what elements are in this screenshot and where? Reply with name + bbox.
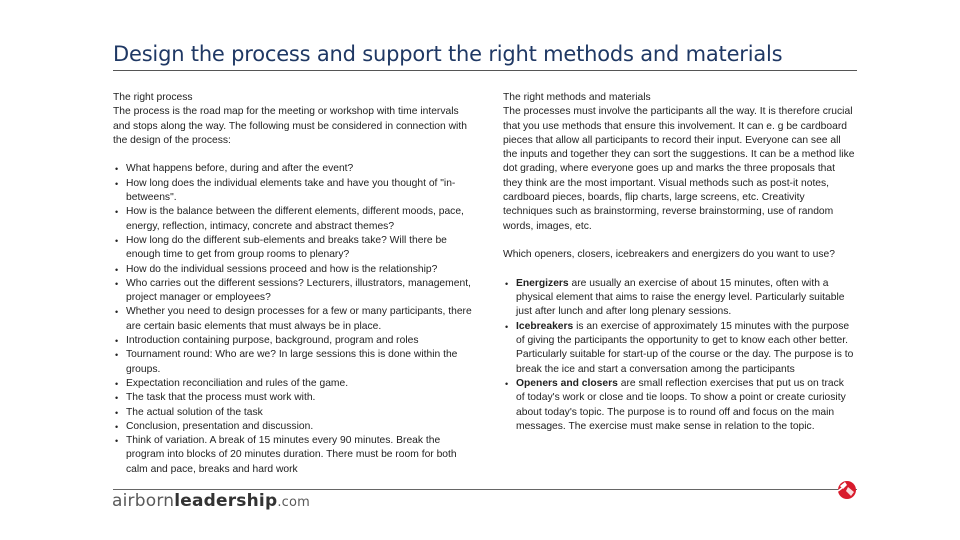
list-item: • Tournament round: Who are we? In large sessions this is done within the groups. [115,349,458,375]
term-energizers: Energizers [516,277,569,289]
bullet-icon: • [115,407,119,418]
list-item: • Introduction containing purpose, background, program and roles [113,334,475,348]
page-title: Design the process and support the right methods and materials [113,42,783,66]
list-item: • Icebreakers is an exercise of approximately 15 minutes with the purpose of giving the participants the opportunity to get to know each other better. Particularly suitable for start-up of the course or the day. The purpose is to break the ice and start a conversation among the participants [505,320,854,375]
list-item: • What happens before, during and after the event? [113,162,475,176]
footer-divider [113,489,857,490]
bullet-icon: • [115,378,119,389]
bullet-icon: • [115,278,119,289]
bullet-icon: • [115,336,119,347]
bullet-icon: • [115,178,119,189]
bullet-icon: • [115,164,119,175]
list-item: • Whether you need to design processes for a few or many participants, there are certain basic elements that must always be in place. [115,306,472,332]
right-bullet-list [503,277,855,434]
bullet-icon: • [115,393,119,404]
list-item: • The actual solution of the task [113,406,475,420]
left-heading: The right process [113,92,193,103]
right-question: Which openers, closers, icebreakers and energizers do you want to use? [503,249,835,261]
bullet-icon: • [115,307,119,318]
list-item: • How long does the individual elements take and have you thought of "in-betweens". [115,177,456,204]
list-item: • How is the balance between the different elements, different moods, pace, energy, reflection, intimacy, concrete and abstract themes? [115,206,464,232]
list-item: • How long do the different sub-elements and breaks take? Will there be enough time to get from group rooms to plenary? [115,234,447,261]
list-item: • Think of variation. A break of 15 minutes every 90 minutes. Break the program into blocks of 20 minutes duration. There must be room for both calm and pace, breaks and hard work [115,435,457,475]
right-column [503,91,855,434]
list-item: • How do the individual sessions proceed and how is the relationship? [113,263,475,277]
bullet-icon: • [115,350,119,361]
list-item: • Openers and closers are small reflection exercises that put us on track of today's work or close and tie loops. To show a point or create curiosity about today's topic. The purpose is to round off and focus on the main messages. The exercise must make sense in relation to the topic. [505,377,846,432]
title-divider [113,70,857,71]
bullet-icon: • [505,278,509,289]
bullet-icon: • [505,321,509,332]
list-item: • Expectation reconciliation and rules of the game. [113,377,475,391]
right-heading: The right methods and materials [503,92,651,103]
list-item: • Conclusion, presentation and discussion. [113,420,475,434]
list-item: • Energizers are usually an exercise of about 15 minutes, often with a physical element that aims to raise the energy level. Particularly suitable just after lunch and after long plenary sessions. [505,277,845,318]
term-openers-closers: Openers and closers [516,377,618,389]
left-column [113,91,475,477]
bullet-icon: • [115,421,119,432]
bullet-icon: • [115,264,119,275]
hand-badge-icon [834,477,860,503]
bullet-icon: • [505,378,509,389]
list-item: • Who carries out the different sessions? Lecturers, illustrators, management, project manager or employees? [115,277,471,304]
left-intro: The process is the road map for the meeting or workshop with time intervals and stops along the way. The following must be considered in connection with the design of the process: [113,106,467,146]
bullet-icon: • [115,207,119,218]
company-logo: airbornleadership.com [112,491,311,511]
left-bullet-list [113,162,475,477]
term-icebreakers: Icebreakers [516,320,574,332]
bullet-icon: • [115,235,119,246]
right-intro: The processes must involve the participants all the way. It is therefore crucial that you use methods that ensure this involvement. It can e. g be cardboard pieces that allow all participants to record their input. Everyone can see all the inputs and together they can sort the suggestions. It can be a method like dot grading, where everyone goes up and marks the three proposals that they think are the most important. Visual methods such as post-it notes, cardboard pieces, boards, flip charts, large screens, etc. Creativity techniques such as brainstorming, reverse brainstorming, use of random words, images, etc. [503,106,855,232]
list-item: • The task that the process must work with. [113,391,475,405]
bullet-icon: • [115,436,119,447]
